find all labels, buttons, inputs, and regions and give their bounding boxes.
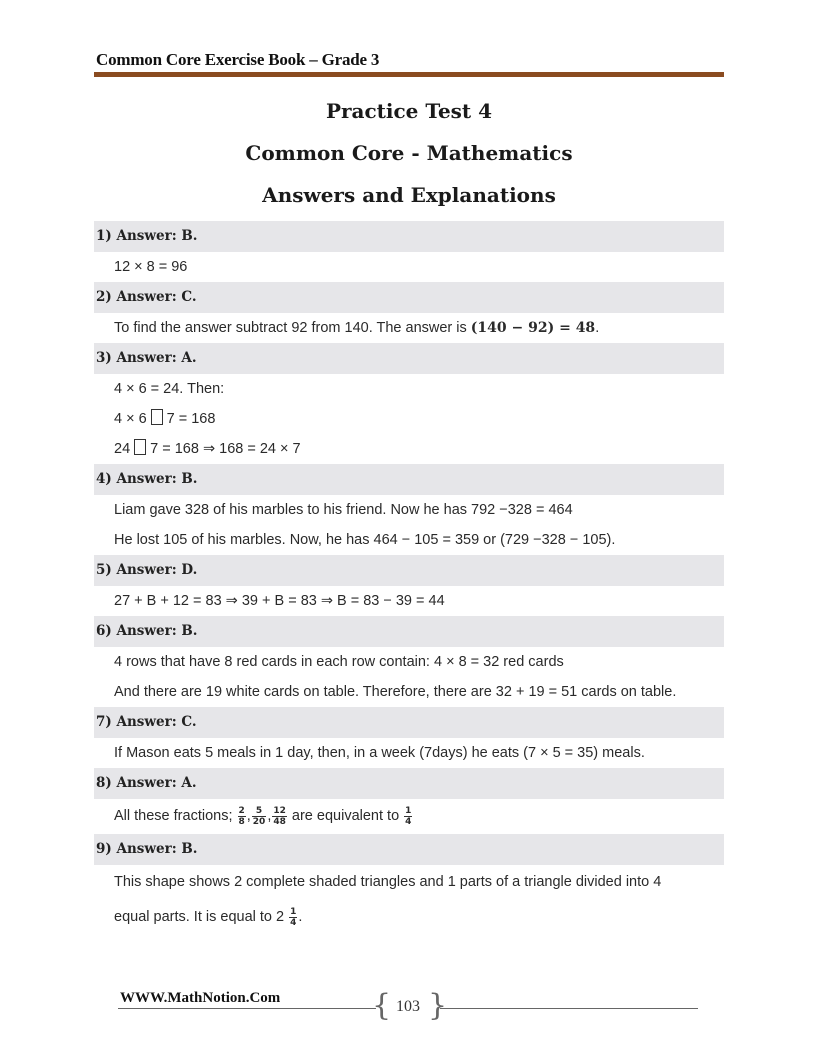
title-practice-test: Practice Test 4 <box>325 99 493 123</box>
answer-5-label: 5) Answer: D. <box>94 555 724 586</box>
missing-operator-box <box>151 409 163 425</box>
fraction-numerator: 5 <box>252 806 267 817</box>
fraction-numerator: 1 <box>405 805 412 816</box>
answer-1-label: 1) Answer: B. <box>94 221 724 252</box>
fraction-denominator: 8 <box>238 816 245 827</box>
answer-6-label: 6) Answer: B. <box>94 616 724 647</box>
answer-2-label: 2) Answer: C. <box>94 282 724 313</box>
fraction-1-4 <box>404 806 412 827</box>
answer-1-explanation: 12 × 8 = 96 <box>114 259 188 275</box>
answer-4-line-2: He lost 105 of his marbles. Now, he has 464 − 105 = 359 or (729 −328 − 105). <box>114 532 616 548</box>
answer-8-mid: are equivalent to <box>287 808 404 824</box>
answer-9-line-1: This shape shows 2 complete shaded triangles and 1 parts of a triangle divided into 4 <box>114 874 662 890</box>
answer-3-label: 3) Answer: A. <box>94 343 724 374</box>
answer-4-label: 4) Answer: B. <box>94 464 724 495</box>
fraction-1-4 <box>289 907 297 928</box>
answer-4-line-1: Liam gave 328 of his marbles to his friend. Now he has 792 −328 = 464 <box>114 502 573 518</box>
answer-3-line-3 <box>94 434 724 464</box>
header-rule <box>94 72 724 77</box>
answer-2-math: (140 − 92) = 48 <box>470 320 596 336</box>
fraction-5-20 <box>252 806 267 827</box>
fraction-2-8 <box>238 806 246 827</box>
answer-6-line-1: 4 rows that have 8 red cards in each row contain: 4 × 8 = 32 red cards <box>114 654 564 670</box>
fraction-denominator: 4 <box>405 816 412 827</box>
footer-rule-right <box>440 1008 698 1009</box>
answer-2-text: To find the answer subtract 92 from 140. The answer is <box>114 320 471 336</box>
header-book-title: Common Core Exercise Book – Grade 3 <box>96 50 380 69</box>
fraction-numerator: 12 <box>273 805 286 816</box>
answer-9-end: . <box>298 909 303 925</box>
footer-rule-left <box>118 1008 376 1009</box>
right-brace-icon: } <box>428 988 448 1023</box>
missing-operator-box <box>134 439 146 455</box>
answer-7-label: 7) Answer: C. <box>94 707 724 738</box>
title-subject: Common Core - Mathematics <box>245 141 573 165</box>
answer-3-line-1: 4 × 6 = 24. Then: <box>114 381 225 397</box>
answer-9-label: 9) Answer: B. <box>94 834 724 865</box>
fraction-numerator: 2 <box>238 805 245 816</box>
page-number: 103 <box>396 998 420 1015</box>
fraction-denominator: 20 <box>252 816 266 827</box>
answer-3-line-2-right: 7 = 168 <box>166 411 216 427</box>
fraction-12-48 <box>272 806 287 827</box>
answer-2-end: . <box>595 320 600 336</box>
fraction-denominator: 4 <box>290 917 297 928</box>
answer-7-explanation: If Mason eats 5 meals in 1 day, then, in a week (7days) he eats (7 × 5 = 35) meals. <box>114 745 645 761</box>
answer-8-label: 8) Answer: A. <box>94 768 724 799</box>
answer-6-line-2: And there are 19 white cards on table. Therefore, there are 32 + 19 = 51 cards on table. <box>114 684 677 700</box>
answer-3-line-3-right: 7 = 168 ⇒ 168 = 24 × 7 <box>150 441 301 457</box>
fraction-denominator: 48 <box>273 816 286 827</box>
answer-9-line-2 <box>94 900 724 935</box>
answer-5-explanation: 27 + B + 12 = 83 ⇒ 39 + B = 83 ⇒ B = 83 − 39 = 44 <box>114 593 445 609</box>
answers-content <box>94 221 724 935</box>
answer-3-line-2 <box>94 404 724 434</box>
answer-3-line-3-left: 24 <box>114 441 131 457</box>
answer-8-explanation: All these fractions; $\frac{2}{8}$ , $\frac{5}{20}$ , $\frac{12}{48}$ are equivalent to $\frac{1}{4}$ <box>114 805 412 827</box>
answer-8-text: All these fractions; <box>114 808 237 824</box>
title-answers: Answers and Explanations <box>262 183 556 207</box>
answer-3-line-2-left: 4 × 6 <box>114 411 147 427</box>
footer-website-link[interactable]: WWW.MathNotion.Com <box>120 990 281 1006</box>
answer-2-explanation <box>94 313 724 343</box>
left-brace-icon: { <box>372 988 392 1023</box>
answer-9-text: equal parts. It is equal to 2 <box>114 909 289 925</box>
fraction-numerator: 1 <box>290 906 297 917</box>
